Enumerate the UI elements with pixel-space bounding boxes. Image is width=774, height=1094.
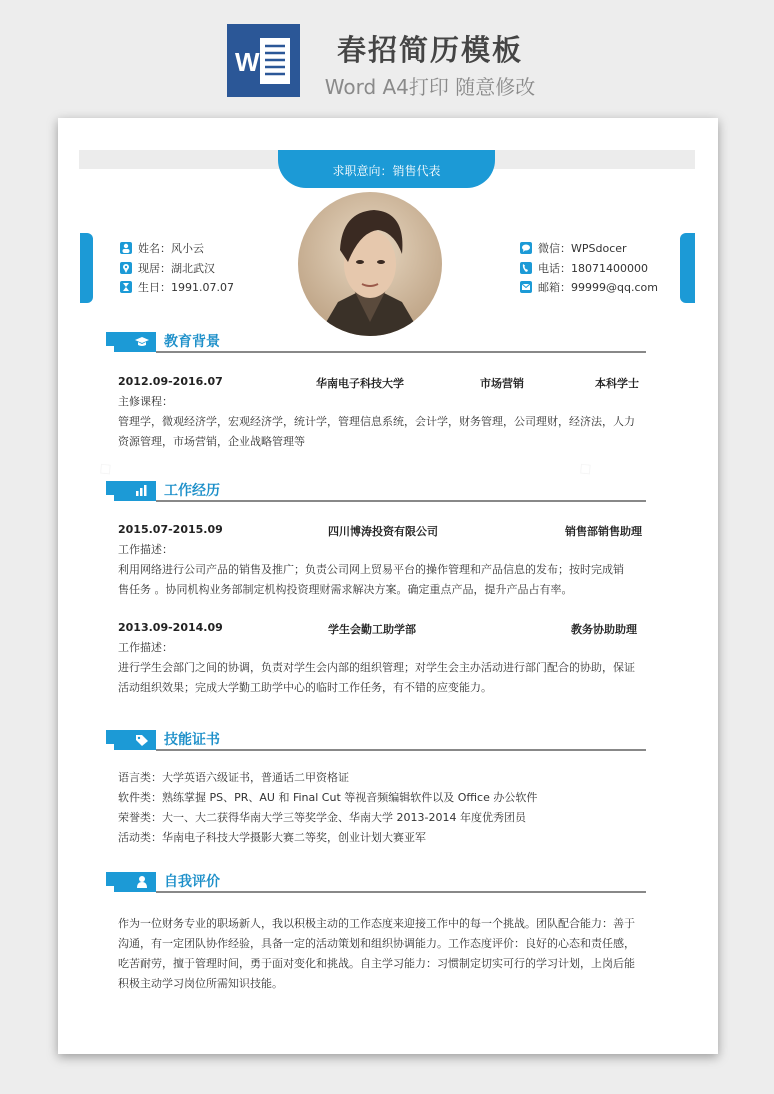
phone-text: 电话：18071400000 [538, 262, 648, 275]
job-company: 四川博涛投资有限公司 [328, 525, 438, 538]
location-icon [120, 262, 132, 274]
job-intent-text: 求职意向：销售代表 [332, 164, 441, 178]
skills-list [118, 768, 654, 848]
name-text: 姓名：风小云 [138, 242, 204, 255]
courses-line: 资源管理，市场营销，企业战略管理等 [118, 435, 305, 448]
hourglass-icon [120, 281, 132, 293]
skills-section-header [106, 730, 648, 754]
graduation-cap-icon [134, 335, 150, 349]
tag-icon [134, 733, 150, 747]
job-period: 2015.07-2015.09 [118, 523, 223, 536]
job-desc-label: 工作描述： [118, 543, 173, 556]
info-email [520, 279, 658, 295]
mail-icon [520, 281, 532, 293]
banner-subtitle: Word A4打印 随意修改 [324, 75, 536, 99]
courses-line: 管理学，微观经济学，宏观经济学，统计学，管理信息系统，会计学，财务管理，公司理财，经济法，人力 [118, 415, 635, 428]
person-icon [134, 875, 150, 889]
svg-text:W: W [235, 47, 260, 77]
job-desc-line: 利用网络进行公司产品的销售及推广；负责公司网上贸易平台的操作管理和产品信息的发布；按时完成销 [118, 563, 624, 576]
user-icon [120, 242, 132, 254]
skill-item: 活动类：华南电子科技大学摄影大赛二等奖，创业计划大赛亚军 [118, 831, 426, 844]
education-row [118, 375, 650, 393]
bar-chart-icon [134, 484, 150, 498]
wechat-text: 微信：WPSdocer [538, 242, 627, 255]
residence-text: 现居：湖北武汉 [138, 262, 215, 275]
right-accent-bar [680, 233, 695, 303]
info-name [120, 240, 204, 256]
work-title: 工作经历 [164, 483, 220, 499]
phone-icon [520, 262, 532, 274]
self-eval-section-header [106, 872, 648, 896]
watermark [573, 456, 597, 481]
job-intent-tab [278, 150, 495, 188]
job-description [118, 540, 654, 600]
info-birthday [120, 279, 234, 295]
job-row [118, 523, 650, 541]
skills-title: 技能证书 [164, 732, 220, 748]
wechat-icon [520, 242, 532, 254]
birthday-text: 生日：1991.07.07 [138, 281, 234, 294]
skill-item: 语言类：大学英语六级证书，普通话二甲资格证 [118, 771, 349, 784]
edu-courses [118, 392, 654, 452]
edu-major: 市场营销 [480, 377, 524, 390]
education-section-header [106, 332, 648, 356]
left-accent-bar [80, 233, 93, 303]
job-desc-line: 进行学生会部门之间的协调，负责对学生会内部的组织管理；对学生会主办活动进行部门配合的协助，保证 [118, 661, 635, 674]
self-eval-line: 吃苦耐劳，擅于管理时间，勇于面对变化和挑战。自主学习能力：习惯制定切实可行的学习计划，上岗后能 [118, 957, 635, 970]
job-description [118, 638, 654, 698]
email-text: 邮箱：99999@qq.com [538, 281, 658, 294]
edu-degree: 本科学士 [595, 377, 639, 390]
watermark [93, 456, 117, 481]
info-phone [520, 260, 648, 276]
job-position: 销售部销售助理 [565, 525, 642, 538]
info-residence [120, 260, 215, 276]
info-wechat [520, 240, 627, 256]
skill-item: 软件类：熟练掌握 PS、PR、AU 和 Final Cut 等视音频编辑软件以及 Office 办公软件 [118, 791, 538, 804]
job-desc-line: 售任务 。协同机构业务部制定机构投资理财需求解决方案。确定重点产品，提升产品占有率。 [118, 583, 573, 596]
edu-school: 华南电子科技大学 [316, 377, 404, 390]
self-eval-line: 作为一位财务专业的职场新人，我以积极主动的工作态度来迎接工作中的每一个挑战。团队配合能力：善于 [118, 917, 635, 930]
self-eval-line: 积极主动学习岗位所需知识技能。 [118, 977, 283, 990]
skill-item: 荣誉类：大一、大二获得华南大学三等奖学金、华南大学 2013-2014 年度优秀团员 [118, 811, 526, 824]
job-period: 2013.09-2014.09 [118, 621, 223, 634]
work-section-header [106, 481, 648, 505]
job-position: 教务协助助理 [571, 623, 637, 636]
job-desc-label: 工作描述： [118, 641, 173, 654]
job-company: 学生会勤工助学部 [328, 623, 416, 636]
job-row [118, 621, 650, 639]
self-eval-text [118, 914, 654, 994]
job-desc-line: 活动组织效果；完成大学勤工助学中心的临时工作任务，有不错的应变能力。 [118, 681, 492, 694]
word-app-icon [227, 24, 300, 97]
edu-period: 2012.09-2016.07 [118, 375, 223, 388]
education-title: 教育背景 [164, 334, 220, 350]
profile-photo [298, 192, 442, 336]
courses-label: 主修课程： [118, 395, 173, 408]
banner-title: 春招简历模板 [336, 33, 523, 67]
self-eval-title: 自我评价 [164, 874, 220, 890]
resume-page [58, 118, 718, 1054]
self-eval-line: 沟通，有一定团队协作经验，具备一定的活动策划和组织协调能力。工作态度评价：良好的心态和责任感， [118, 937, 635, 950]
